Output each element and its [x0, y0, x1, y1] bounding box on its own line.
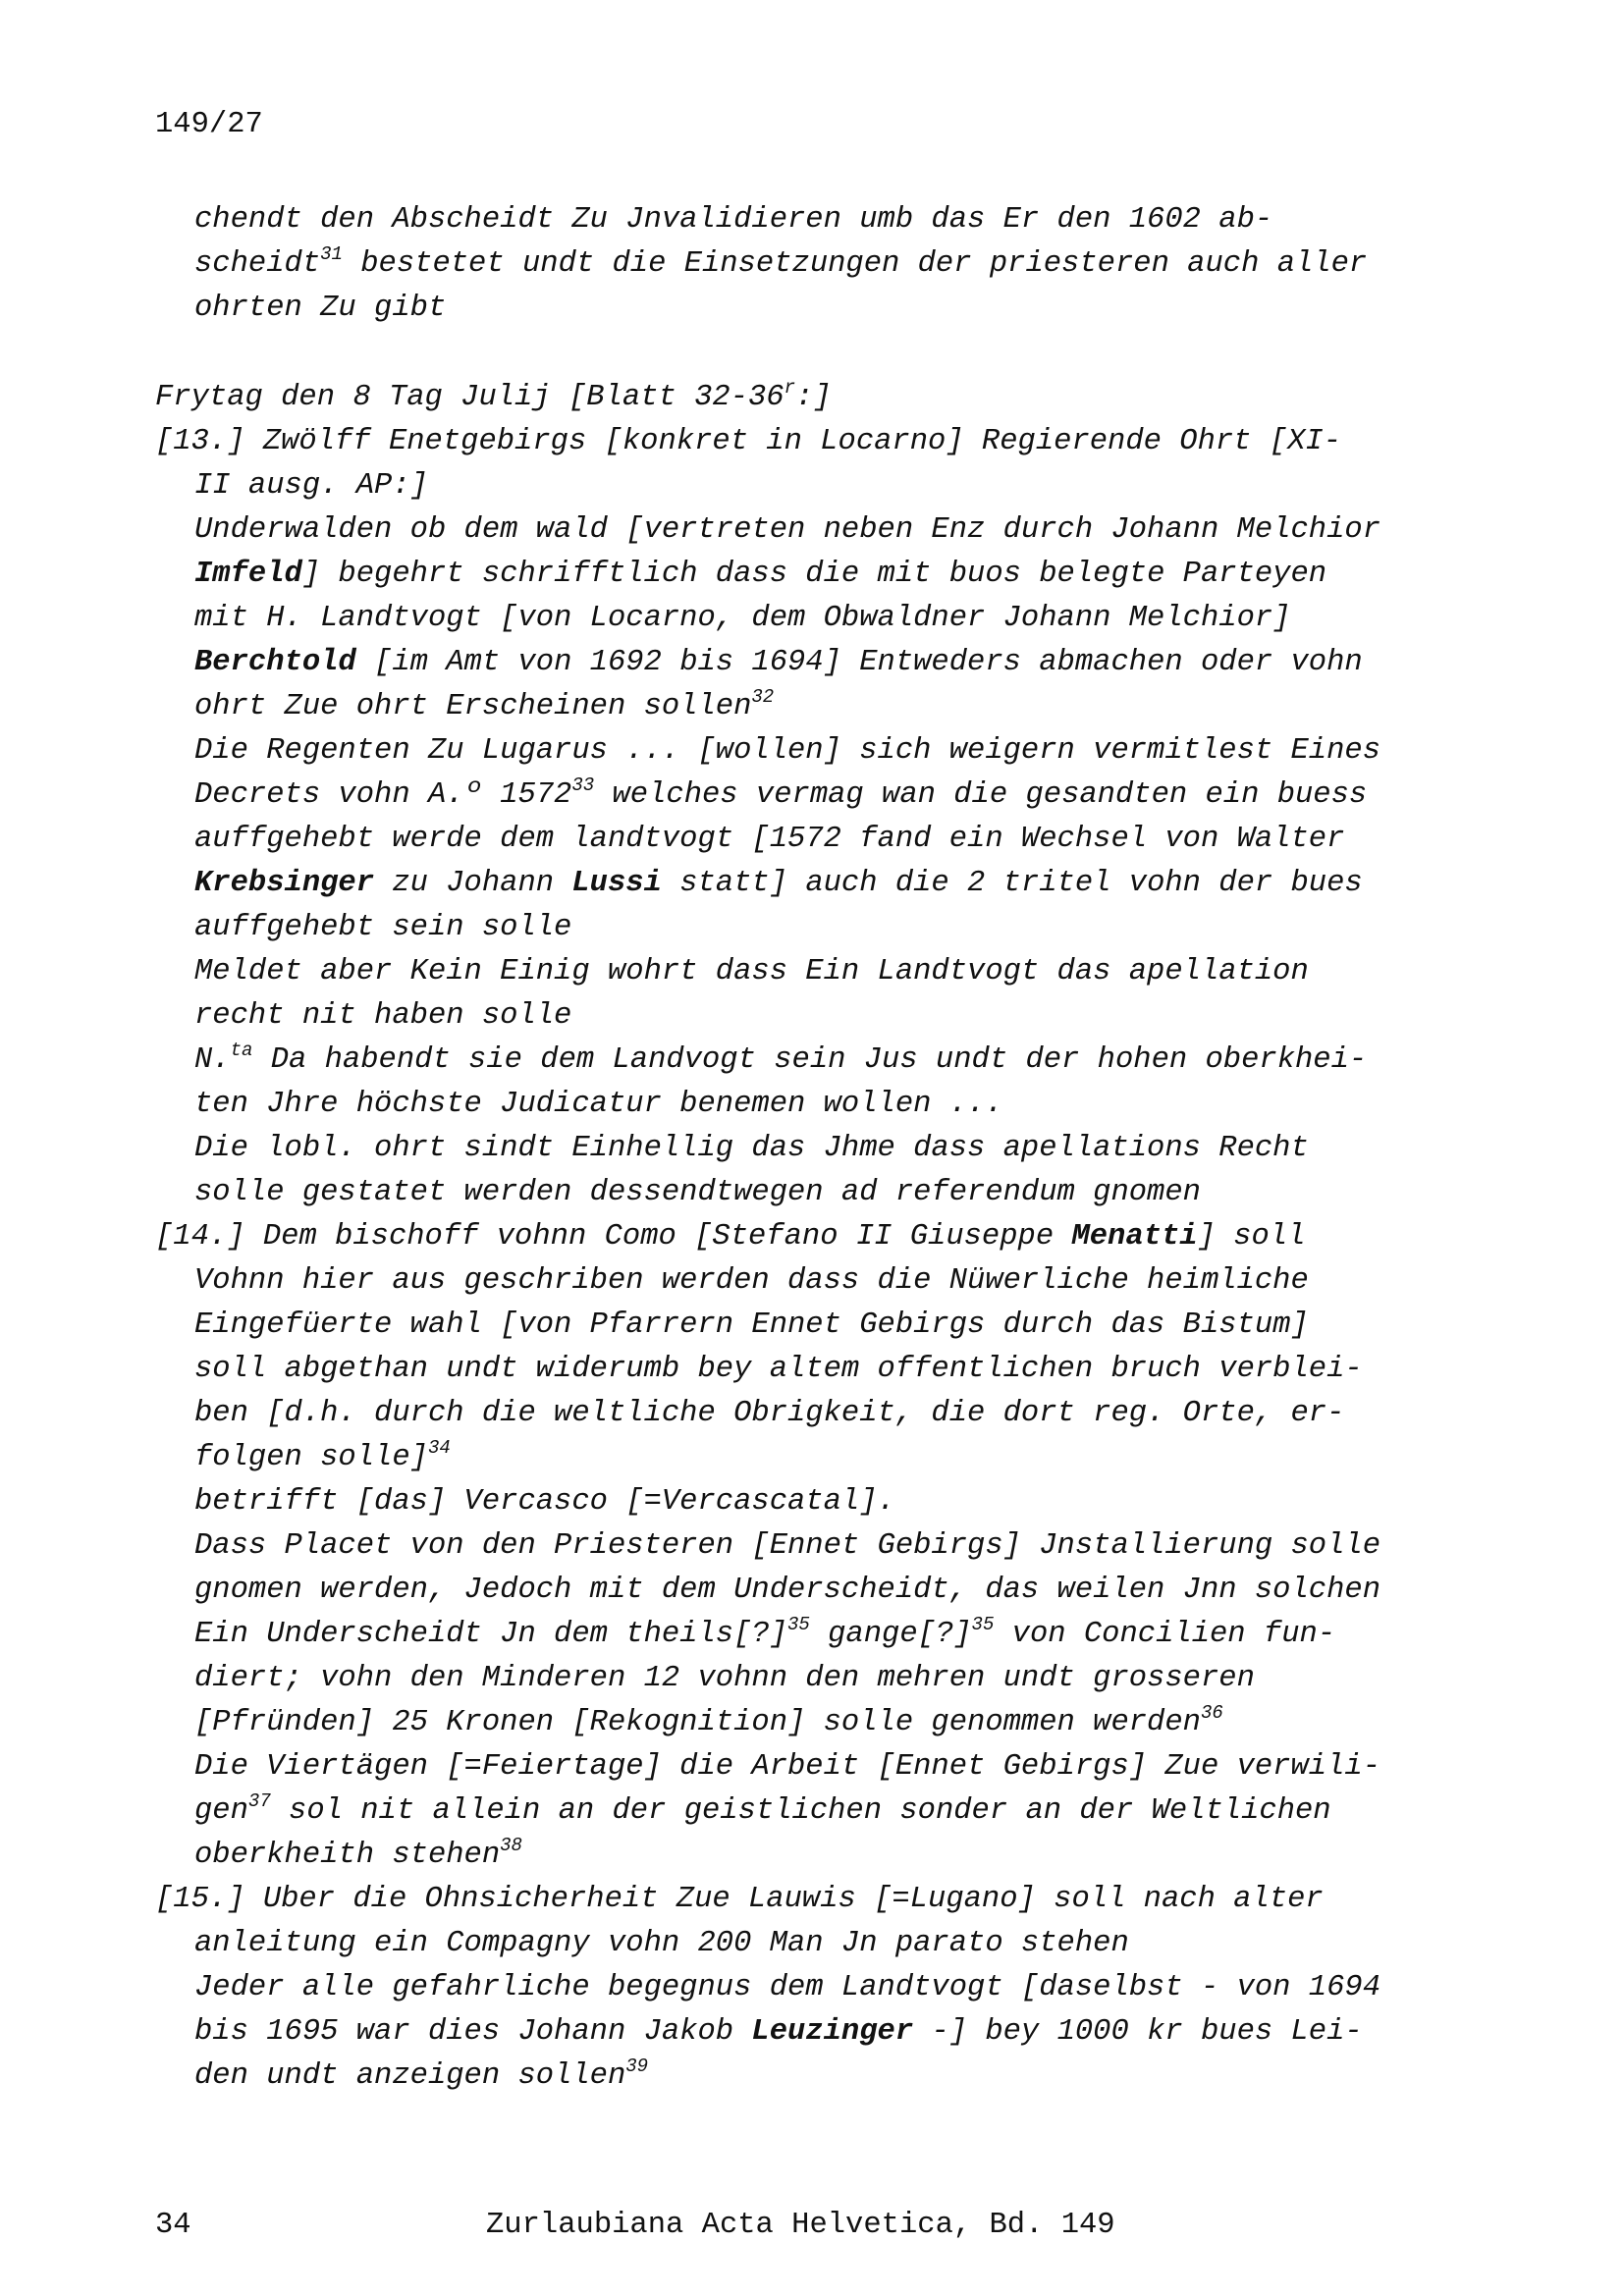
text-line	[194, 287, 1432, 331]
text-line	[194, 729, 1432, 774]
text-run: anleitung ein Compagny vohn 200 Man Jn parato stehen	[194, 1927, 1129, 1960]
text-run: [15.] Uber die Ohnsicherheit Zue Lauwis [=Lugano] soll nach alter	[155, 1883, 1324, 1916]
text-line	[194, 1613, 1432, 1657]
text-run: -] bey 1000 kr bues Lei-	[913, 2015, 1363, 2049]
text-line	[194, 508, 1432, 553]
text-run: :]	[795, 381, 832, 414]
paragraph	[155, 508, 1432, 729]
paragraph	[155, 376, 1432, 420]
text-line	[194, 2010, 1432, 2055]
footnote-marker: 33	[571, 774, 595, 796]
text-run: sol nit allein an der geistlichen sonder an der Weltlichen	[270, 1794, 1331, 1828]
text-line	[155, 464, 1432, 508]
text-run: chendt den Abscheidt Zu Jnvalidieren umb das Er den 1602 ab-	[194, 203, 1273, 237]
text-run: scheidt	[194, 247, 321, 281]
text-line	[155, 1878, 1432, 1922]
text-run: Decrets vohn A.º 1572	[194, 778, 572, 812]
footnote-marker: 34	[427, 1437, 451, 1459]
text-line	[194, 1569, 1432, 1613]
text-run: gen	[194, 1794, 248, 1828]
paragraph	[155, 1966, 1432, 2099]
text-line	[194, 1480, 1432, 1524]
text-line	[194, 1966, 1432, 2010]
paragraph	[155, 1039, 1432, 1127]
text-run: welches vermag wan die gesandten ein buess	[594, 778, 1368, 812]
paragraph	[155, 729, 1432, 950]
text-line	[194, 1524, 1432, 1569]
text-line	[155, 1215, 1432, 1259]
text-run: auffgehebt werde dem landtvogt [1572 fand ein Wechsel von Walter	[194, 823, 1345, 856]
text-run: Jeder alle gefahrliche begegnus dem Landtvogt [daselbst - von 1694	[194, 1971, 1380, 2004]
text-run: ] begehrt schrifftlich dass die mit buos belegte Parteyen	[301, 558, 1327, 591]
text-line	[155, 1348, 1432, 1392]
bold-name: Krebsinger	[194, 867, 375, 900]
text-line	[194, 1657, 1432, 1701]
text-run: statt] auch die 2 tritel vohn der bues	[661, 867, 1363, 900]
footnote-marker: 35	[787, 1614, 810, 1635]
text-run: zu Johann	[374, 867, 572, 900]
footnote-marker: 38	[500, 1835, 522, 1856]
text-run: bis 1695 war dies Johann Jakob	[194, 2015, 752, 2049]
text-line	[155, 1304, 1432, 1348]
text-run: folgen solle]	[194, 1441, 428, 1474]
text-line	[194, 198, 1432, 242]
text-line	[194, 685, 1432, 729]
text-run: soll abgethan undt widerumb bey altem offentlichen bruch verblei-	[194, 1353, 1363, 1386]
bold-name: Imfeld	[194, 558, 302, 591]
text-run: recht nit haben solle	[194, 999, 572, 1033]
text-run: II ausg. AP:]	[194, 469, 428, 503]
text-run: oberkheith stehen	[194, 1839, 501, 1872]
text-line	[194, 1834, 1432, 1878]
text-run: Die lobl. ohrt sindt Einhellig das Jhme dass apellations Recht	[194, 1132, 1309, 1165]
footnote-marker: 39	[625, 2056, 649, 2077]
text-run: ohrt Zue ohrt Erscheinen sollen	[194, 690, 752, 723]
text-run: Die Viertägen [=Feiertage] die Arbeit [Ennet Gebirgs] Zue verwili-	[194, 1750, 1380, 1784]
paragraph	[155, 198, 1432, 331]
text-run: bestetet undt die Einsetzungen der priesteren auch aller	[342, 247, 1368, 281]
text-run: [Pfründen] 25 Kronen [Rekognition] solle genommen werden	[194, 1706, 1201, 1739]
text-run: auffgehebt sein solle	[194, 911, 572, 944]
text-run: [13.] Zwölff Enetgebirgs [konkret in Locarno] Regierende Ohrt [XI-	[155, 425, 1341, 458]
text-line	[155, 1436, 1432, 1480]
text-run: Frytag den 8 Tag Julij [Blatt 32-36	[155, 381, 784, 414]
document-body	[155, 198, 1432, 2099]
text-run: Vohnn hier aus geschriben werden dass die Nüwerliche heimliche	[194, 1264, 1309, 1298]
text-line	[194, 1127, 1432, 1171]
text-run: gange[?]	[809, 1618, 972, 1651]
text-run: ten Jhre höchste Judicatur benemen wollen ...	[194, 1088, 1003, 1121]
text-run: von Concilien fun-	[994, 1618, 1336, 1651]
paragraph	[155, 950, 1432, 1039]
page-number: 34	[155, 2209, 191, 2242]
text-line	[194, 1039, 1432, 1083]
text-line	[194, 862, 1432, 906]
text-line	[194, 994, 1432, 1039]
page-reference: 149/27	[155, 108, 263, 141]
text-line	[194, 242, 1432, 287]
text-line	[155, 1392, 1432, 1436]
footnote-marker: ta	[230, 1040, 253, 1061]
text-run: Dass Placet von den Priesteren [Ennet Gebirgs] Jnstallierung solle	[194, 1529, 1380, 1563]
text-run: [14.] Dem bischoff vohnn Como [Stefano II Giuseppe	[155, 1220, 1072, 1254]
text-run: betrifft [das] Vercasco [=Vercascatal].	[194, 1485, 895, 1519]
bold-name: Lussi	[571, 867, 662, 900]
text-run: diert; vohn den Minderen 12 vohnn den mehren undt grosseren	[194, 1662, 1255, 1695]
text-run: solle gestatet werden dessendtwegen ad referendum gnomen	[194, 1176, 1201, 1209]
text-run: Underwalden ob dem wald [vertreten neben Enz durch Johann Melchior	[194, 513, 1380, 547]
text-run: [im Amt von 1692 bis 1694] Entweders abmachen oder vohn	[355, 646, 1363, 679]
text-line	[194, 1083, 1432, 1127]
text-line	[155, 420, 1432, 464]
text-run: ] soll	[1197, 1220, 1306, 1254]
text-line	[194, 641, 1432, 685]
paragraph	[155, 1745, 1432, 1878]
footnote-marker: r	[784, 377, 796, 399]
text-line	[194, 597, 1432, 641]
paragraph	[155, 1480, 1432, 1524]
footnote-marker: 35	[971, 1614, 995, 1635]
paragraph	[155, 420, 1432, 508]
text-line	[194, 950, 1432, 994]
paragraph	[155, 1127, 1432, 1215]
text-line	[155, 1259, 1432, 1304]
bold-name: Menatti	[1071, 1220, 1198, 1254]
bold-name: Leuzinger	[751, 2015, 914, 2049]
paragraph	[155, 1878, 1432, 1966]
text-run: gnomen werden, Jedoch mit dem Underscheidt, das weilen Jnn solchen	[194, 1574, 1380, 1607]
text-line	[194, 1171, 1432, 1215]
footnote-marker: 36	[1200, 1702, 1223, 1724]
text-line	[194, 1745, 1432, 1789]
bold-name: Berchtold	[194, 646, 356, 679]
text-run: Ein Underscheidt Jn dem theils[?]	[194, 1618, 787, 1651]
paragraph	[155, 1215, 1432, 1480]
text-line	[194, 906, 1432, 950]
text-line	[194, 2055, 1432, 2099]
text-line	[194, 1789, 1432, 1834]
text-run: den undt anzeigen sollen	[194, 2059, 626, 2093]
text-line	[155, 1922, 1432, 1966]
text-run: Die Regenten Zu Lugarus ... [wollen] sich weigern vermitlest Eines	[194, 734, 1380, 768]
paragraph-gap	[155, 331, 1432, 376]
text-run: ben [d.h. durch die weltliche Obrigkeit, die dort reg. Orte, er-	[194, 1397, 1345, 1430]
footnote-marker: 32	[751, 686, 775, 708]
text-run: ohrten Zu gibt	[194, 292, 447, 325]
text-run: Eingefüerte wahl [von Pfarrern Ennet Gebirgs durch das Bistum]	[194, 1308, 1309, 1342]
text-line	[194, 774, 1432, 818]
text-line	[194, 553, 1432, 597]
text-run: N.	[194, 1043, 231, 1077]
text-line	[194, 1701, 1432, 1745]
text-run: Da habendt sie dem Landvogt sein Jus undt der hohen oberkhei-	[252, 1043, 1368, 1077]
text-line	[194, 818, 1432, 862]
text-run: mit H. Landtvogt [von Locarno, dem Obwaldner Johann Melchior]	[194, 602, 1291, 635]
footnote-marker: 37	[247, 1790, 271, 1812]
paragraph	[155, 1524, 1432, 1745]
text-run: Meldet aber Kein Einig wohrt dass Ein Landtvogt das apellation	[194, 955, 1309, 988]
text-line	[155, 376, 1432, 420]
footnote-marker: 31	[320, 243, 343, 265]
publication-title: Zurlaubiana Acta Helvetica, Bd. 149	[486, 2209, 1115, 2242]
